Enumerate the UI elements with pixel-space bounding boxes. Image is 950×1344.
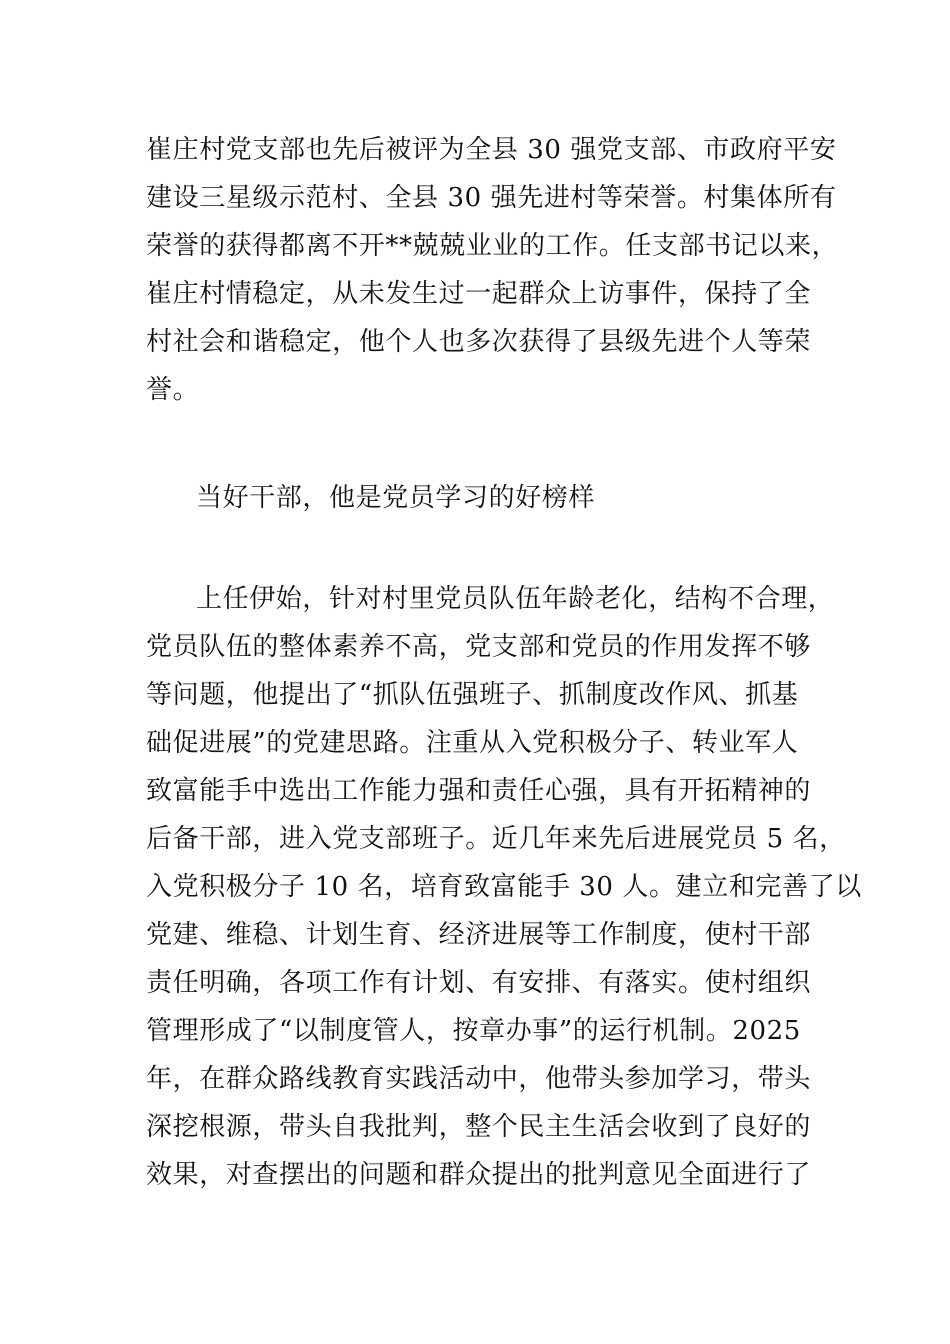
text-line: 建设三星级示范村、全县 30 强先进村等荣誉。村集体所有 <box>146 183 837 213</box>
text-line: 誉。 <box>146 375 200 405</box>
text-line: 责任明确，各项工作有计划、有安排、有落实。使村组织 <box>146 968 812 998</box>
text-line: 管理形成了“以制度管人，按章办事”的运行机制。2025 <box>146 1016 801 1046</box>
text-line: 效果，对查摆出的问题和群众提出的批判意见全面进行了 <box>146 1160 812 1190</box>
text-line: 荣誉的获得都离不开**兢兢业业的工作。任支部书记以来， <box>146 231 839 261</box>
text-line: 础促进展”的党建思路。注重从入党积极分子、转业军人 <box>146 728 799 758</box>
text-line: 崔庄村党支部也先后被评为全县 30 强党支部、市政府平安 <box>146 135 837 165</box>
text-line: 党建、维稳、计划生育、经济进展等工作制度，使村干部 <box>146 920 812 950</box>
text-line: 后备干部，进入党支部班子。近几年来先后进展党员 5 名， <box>146 824 846 854</box>
text-line: 上任伊始，针对村里党员队伍年龄老化，结构不合理， <box>196 584 835 614</box>
text-line: 年，在群众路线教育实践活动中，他带头参加学习，带头 <box>146 1064 812 1094</box>
text-line: 党员队伍的整体素养不高，党支部和党员的作用发挥不够 <box>146 632 812 662</box>
text-line: 崔庄村情稳定，从未发生过一起群众上访事件，保持了全 <box>146 279 812 309</box>
text-line: 村社会和谐稳定，他个人也多次获得了县级先进个人等荣 <box>146 327 812 357</box>
text-line: 等问题，他提出了“抓队伍强班子、抓制度改作风、抓基 <box>146 680 799 710</box>
section-heading: 当好干部，他是党员学习的好榜样 <box>196 483 596 513</box>
text-line: 入党积极分子 10 名，培育致富能手 30 人。建立和完善了以 <box>146 872 862 902</box>
text-line: 深挖根源，带头自我批判，整个民主生活会收到了良好的 <box>146 1112 812 1142</box>
text-line: 致富能手中选出工作能力强和责任心强，具有开拓精神的 <box>146 776 812 806</box>
